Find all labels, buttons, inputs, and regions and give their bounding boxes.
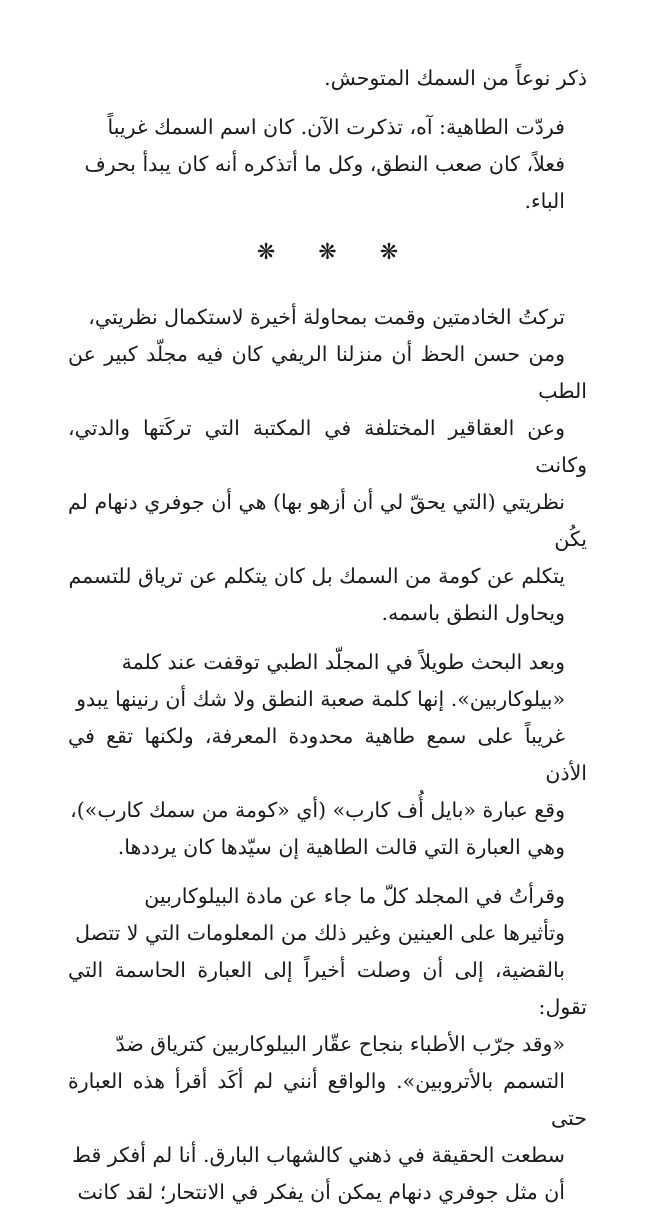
text-line: ويحاول النطق باسمه. — [381, 601, 565, 625]
text-line: يتكلم عن كومة من السمك بل كان يتكلم عن ترياق للتسمم — [68, 564, 565, 588]
text-line: فردّت الطاهية: آه، تذكرت الآن. كان اسم السمك غريباً — [107, 115, 565, 139]
text-line: سطعت الحقيقة في ذهني كالشهاب البارق. أنا لم أفكر قط — [71, 1143, 565, 1167]
text-block-bottom — [68, 299, 587, 1211]
text-line: التسمم بالأتروبين». والواقع أنني لم أكَد أقرأ هذه العبارة حتى — [68, 1069, 587, 1130]
text-line: ومن حسن الحظ أن منزلنا الريفي كان فيه مجلّد كبير عن الطب — [68, 342, 587, 403]
text-line: أن مثل جوفري دنهام يمكن أن يفكر في الانتحار؛ لقد كانت — [77, 1180, 565, 1204]
text-line: فعلاً، كان صعب النطق، وكل ما أتذكره أنه كان يبدأ بحرف — [84, 152, 565, 176]
paragraph — [68, 878, 587, 1211]
text-line: «بيلوكاربين». إنها كلمة صعبة النطق ولا شك أن رنينها يبدو — [76, 687, 565, 711]
text-line: بالقضية، إلى أن وصلت أخيراً إلى العبارة الحاسمة التي تقول: — [68, 958, 587, 1019]
text-line: وتأثيرها على العينين وغير ذلك من المعلومات التي لا تتصل — [75, 921, 565, 945]
text-line: الباء. — [524, 189, 565, 213]
text-line: وعن العقاقير المختلفة في المكتبة التي تركَتها والدتي، وكانت — [68, 416, 587, 477]
text-line: وبعد البحث طويلاً في المجلّد الطبي توقفت عند كلمة — [121, 650, 565, 674]
text-line: ذكر نوعاً من السمك المتوحش. — [324, 66, 587, 90]
text-line: وقع عبارة «بايل أُف كارب» (أي «كومة من سمك كارب»)، — [70, 798, 565, 822]
text-line: غريباً على سمع طاهية محدودة المعرفة، ولكنها تقع في الأذن — [68, 724, 587, 785]
text-line: نظريتي (التي يحقّ لي أن أزهو بها) هي أن جوفري دنهام لم يكُن — [68, 490, 587, 551]
text-line: وهي العبارة التي قالت الطاهية إن سيّدها كان يرددها. — [117, 835, 565, 859]
paragraph — [68, 299, 587, 632]
text-line: تركتُ الخادمتين وقمت بمحاولة أخيرة لاستكمال نظريتي، — [88, 305, 565, 329]
text-line: «وقد جرّب الأطباء بنجاح عقّار البيلوكاربين كترياق ضدّ — [115, 1032, 565, 1056]
paragraph — [68, 109, 587, 220]
paragraph — [68, 644, 587, 866]
text-block-top — [68, 60, 587, 220]
section-divider: ❋ ❋ ❋ — [256, 240, 417, 265]
text-line: وقرأتُ في المجلد كلّ ما جاء عن مادة البيلوكاربين — [144, 884, 565, 908]
paragraph — [68, 60, 587, 97]
